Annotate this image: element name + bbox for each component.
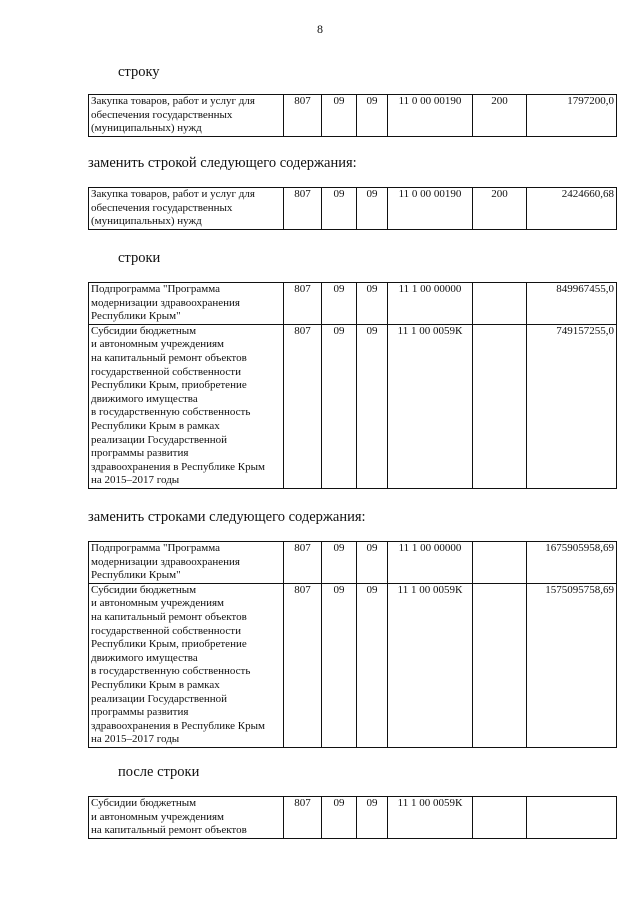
table-row bbox=[89, 583, 617, 747]
cell-section: 09 bbox=[322, 283, 357, 325]
cell-expense-type bbox=[473, 583, 527, 747]
cell-section: 09 bbox=[322, 324, 357, 488]
cell-amount bbox=[527, 797, 617, 839]
row-name: Закупка товаров, работ и услуг для обеспечения государственных (муниципальных) нужд bbox=[89, 95, 284, 137]
cell-section: 09 bbox=[322, 188, 357, 230]
cell-target-article: 11 0 00 00190 bbox=[388, 95, 473, 137]
heading-stroku: строку bbox=[118, 64, 160, 80]
cell-subsection: 09 bbox=[357, 542, 388, 584]
cell-section: 09 bbox=[322, 797, 357, 839]
page-number: 8 bbox=[317, 22, 323, 36]
cell-subsection: 09 bbox=[357, 324, 388, 488]
cell-grbs: 807 bbox=[284, 188, 322, 230]
cell-subsection: 09 bbox=[357, 188, 388, 230]
table-replacement-row bbox=[88, 187, 617, 230]
cell-expense-type: 200 bbox=[473, 95, 527, 137]
cell-subsection: 09 bbox=[357, 797, 388, 839]
cell-grbs: 807 bbox=[284, 95, 322, 137]
heading-replace-rows: заменить строками следующего содержания: bbox=[88, 509, 366, 525]
cell-grbs: 807 bbox=[284, 583, 322, 747]
row-name: Закупка товаров, работ и услуг для обеспечения государственных (муниципальных) нужд bbox=[89, 188, 284, 230]
table-after-row bbox=[88, 796, 617, 839]
cell-section: 09 bbox=[322, 95, 357, 137]
cell-target-article: 11 0 00 00190 bbox=[388, 188, 473, 230]
cell-expense-type: 200 bbox=[473, 188, 527, 230]
cell-expense-type bbox=[473, 324, 527, 488]
table-row bbox=[89, 542, 617, 584]
cell-subsection: 09 bbox=[357, 283, 388, 325]
table-row bbox=[89, 324, 617, 488]
cell-amount: 2424660,68 bbox=[527, 188, 617, 230]
cell-target-article: 11 1 00 0059К bbox=[388, 324, 473, 488]
cell-grbs: 807 bbox=[284, 324, 322, 488]
table-row bbox=[89, 797, 617, 839]
cell-expense-type bbox=[473, 542, 527, 584]
cell-expense-type bbox=[473, 797, 527, 839]
cell-amount: 1797200,0 bbox=[527, 95, 617, 137]
cell-amount: 1675905958,69 bbox=[527, 542, 617, 584]
table-original-rows bbox=[88, 282, 617, 489]
row-name: Субсидии бюджетным и автономным учреждениям на капитальный ремонт объектов государственной собственности Республики Крым, приобретение движимого имущества в государственную собственность Республики Крым в рамках реализации Государственной программы развития здравоохранения в Республике Крым на 2015–2017 годы bbox=[89, 583, 284, 747]
cell-expense-type bbox=[473, 283, 527, 325]
heading-replace-row: заменить строкой следующего содержания: bbox=[88, 155, 357, 171]
cell-target-article: 11 1 00 00000 bbox=[388, 542, 473, 584]
cell-grbs: 807 bbox=[284, 542, 322, 584]
row-name: Подпрограмма "Программа модернизации здравоохранения Республики Крым" bbox=[89, 283, 284, 325]
cell-grbs: 807 bbox=[284, 283, 322, 325]
cell-subsection: 09 bbox=[357, 583, 388, 747]
cell-amount: 1575095758,69 bbox=[527, 583, 617, 747]
cell-grbs: 807 bbox=[284, 797, 322, 839]
row-name: Субсидии бюджетным и автономным учреждениям на капитальный ремонт объектов государственной собственности Республики Крым, приобретение движимого имущества в государственную собственность Республики Крым в рамках реализации Государственной программы развития здравоохранения в Республике Крым на 2015–2017 годы bbox=[89, 324, 284, 488]
cell-target-article: 11 1 00 0059К bbox=[388, 797, 473, 839]
cell-section: 09 bbox=[322, 542, 357, 584]
heading-after-row: после строки bbox=[118, 764, 200, 780]
cell-section: 09 bbox=[322, 583, 357, 747]
heading-stroki: строки bbox=[118, 250, 161, 266]
table-row bbox=[89, 95, 617, 137]
cell-target-article: 11 1 00 0059К bbox=[388, 583, 473, 747]
cell-target-article: 11 1 00 00000 bbox=[388, 283, 473, 325]
cell-amount: 749157255,0 bbox=[527, 324, 617, 488]
cell-amount: 849967455,0 bbox=[527, 283, 617, 325]
table-original-row bbox=[88, 94, 617, 137]
table-replacement-rows bbox=[88, 541, 617, 748]
row-name: Субсидии бюджетным и автономным учреждениям на капитальный ремонт объектов bbox=[89, 797, 284, 839]
row-name: Подпрограмма "Программа модернизации здравоохранения Республики Крым" bbox=[89, 542, 284, 584]
table-row bbox=[89, 188, 617, 230]
cell-subsection: 09 bbox=[357, 95, 388, 137]
table-row bbox=[89, 283, 617, 325]
